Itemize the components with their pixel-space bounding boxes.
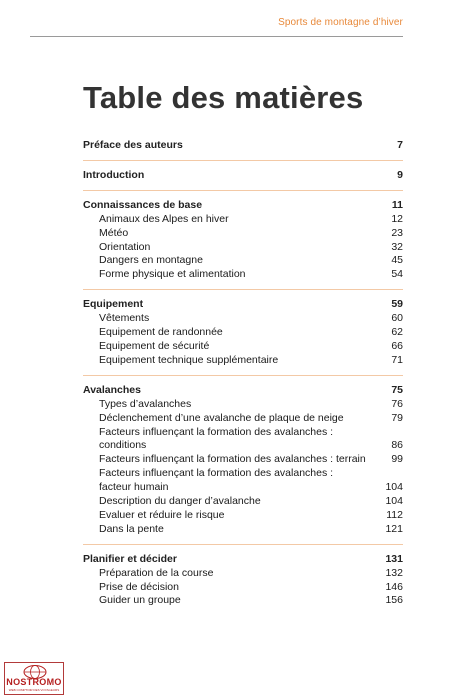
- toc-page-number: 131: [385, 552, 403, 565]
- toc-entry-title: Facteurs influençant la formation des avalanches :: [99, 425, 334, 438]
- toc-entry-title: Orientation: [99, 240, 151, 253]
- toc-page-number: 75: [391, 383, 403, 396]
- toc-section-heading[interactable]: [83, 139, 403, 153]
- toc-page-number: 112: [386, 508, 403, 521]
- logo-tagline: WEB COMPTOIR DES VOYAGEURS: [8, 688, 60, 692]
- toc-entry-title: Description du danger d’avalanche: [99, 495, 261, 508]
- toc-entry[interactable]: [83, 567, 403, 581]
- toc-page-number: 132: [385, 566, 403, 579]
- toc-page-number: 104: [385, 481, 403, 494]
- toc-section-title: Connaissances de base: [83, 198, 203, 211]
- toc-page-number: 45: [391, 254, 403, 267]
- toc-page-number: 76: [391, 397, 403, 410]
- toc-page-number: 146: [385, 580, 403, 593]
- running-header: Sports de montagne d’hiver: [278, 17, 403, 28]
- toc-section-title: Préface des auteurs: [83, 139, 183, 151]
- toc-entry[interactable]: [83, 481, 403, 495]
- toc-section-heading[interactable]: [83, 199, 403, 213]
- toc-entry[interactable]: [83, 495, 403, 509]
- toc-entry-title: Animaux des Alpes en hiver: [99, 212, 229, 225]
- toc-entry-title: Equipement technique supplémentaire: [99, 353, 279, 366]
- toc-section: [83, 382, 403, 545]
- toc-page-number: 59: [391, 298, 403, 311]
- toc-section: [83, 167, 403, 191]
- toc-section: [83, 137, 403, 161]
- table-of-contents: [83, 137, 403, 621]
- toc-page-number: 66: [391, 339, 403, 352]
- toc-page-number: 99: [391, 453, 403, 466]
- toc-entry-title: Dans la pente: [99, 522, 164, 535]
- toc-entry-title: Forme physique et alimentation: [99, 268, 246, 281]
- toc-entry[interactable]: [83, 213, 403, 227]
- toc-entry-title: Dangers en montagne: [99, 254, 203, 267]
- toc-page-number: 71: [391, 353, 403, 366]
- toc-entry[interactable]: [83, 523, 403, 537]
- toc-section: [83, 296, 403, 376]
- toc-section: [83, 197, 403, 290]
- toc-page-number: 121: [385, 522, 403, 535]
- toc-entry[interactable]: [83, 398, 403, 412]
- toc-entry[interactable]: [83, 453, 403, 467]
- toc-entry[interactable]: [83, 509, 403, 523]
- toc-entry-title: Prise de décision: [99, 580, 179, 593]
- toc-page-number: 86: [391, 439, 403, 452]
- toc-page-number: 156: [385, 594, 403, 607]
- toc-entry-title: Equipement de sécurité: [99, 339, 210, 352]
- toc-section-title: Avalanches: [83, 383, 141, 396]
- toc-section: [83, 551, 403, 616]
- toc-entry-title: Guider un groupe: [99, 594, 181, 607]
- nostromo-logo: [4, 662, 64, 695]
- toc-page-number: 9: [397, 168, 403, 181]
- toc-entry[interactable]: [83, 268, 403, 282]
- toc-page-number: 79: [391, 411, 403, 424]
- toc-entry[interactable]: [83, 340, 403, 354]
- toc-entry[interactable]: [83, 254, 403, 268]
- toc-entry[interactable]: [83, 594, 403, 608]
- logo-wordmark: NOSTROMO: [6, 677, 62, 687]
- toc-entry-title: Déclenchement d’une avalanche de plaque de neige: [99, 411, 344, 424]
- toc-page-number: 104: [385, 495, 403, 508]
- toc-entry-title: Equipement de randonnée: [99, 326, 223, 339]
- toc-entry[interactable]: [83, 354, 403, 368]
- toc-page-number: 11: [391, 198, 403, 211]
- header-rule: [30, 36, 403, 37]
- toc-section-heading[interactable]: [83, 298, 403, 312]
- toc-section-title: Equipement: [83, 298, 144, 311]
- toc-page-number: 12: [391, 212, 403, 225]
- toc-entry[interactable]: [83, 227, 403, 241]
- toc-page-number: 60: [391, 312, 403, 325]
- toc-entry-title: Evaluer et réduire le risque: [99, 508, 225, 521]
- page-title: Table des matières: [83, 80, 364, 115]
- toc-entry[interactable]: [83, 467, 403, 481]
- toc-entry-title: Météo: [99, 226, 129, 239]
- toc-section-title: Planifier et décider: [83, 552, 177, 565]
- toc-entry-title: Préparation de la course: [99, 566, 214, 579]
- toc-entry[interactable]: [83, 312, 403, 326]
- toc-page-number: 7: [397, 139, 403, 151]
- toc-page-number: 54: [391, 268, 403, 281]
- toc-entry-title: conditions: [99, 439, 147, 452]
- toc-section-heading[interactable]: [83, 169, 403, 183]
- toc-section-title: Introduction: [83, 168, 145, 181]
- toc-entry-title: Types d’avalanches: [99, 397, 192, 410]
- toc-section-heading[interactable]: [83, 553, 403, 567]
- toc-entry[interactable]: [83, 241, 403, 255]
- toc-entry[interactable]: [83, 326, 403, 340]
- toc-page-number: 23: [391, 226, 403, 239]
- toc-entry-title: Facteurs influençant la formation des avalanches : terrain: [99, 453, 366, 466]
- toc-entry[interactable]: [83, 581, 403, 595]
- toc-page-number: 32: [391, 240, 403, 253]
- toc-entry-title: Vêtements: [99, 312, 150, 325]
- toc-entry[interactable]: [83, 412, 403, 426]
- toc-entry[interactable]: [83, 426, 403, 440]
- toc-entry-title: Facteurs influençant la formation des avalanches :: [99, 467, 334, 480]
- toc-entry[interactable]: [83, 439, 403, 453]
- toc-entry-title: facteur humain: [99, 481, 169, 494]
- toc-section-heading[interactable]: [83, 384, 403, 398]
- toc-page-number: 62: [391, 326, 403, 339]
